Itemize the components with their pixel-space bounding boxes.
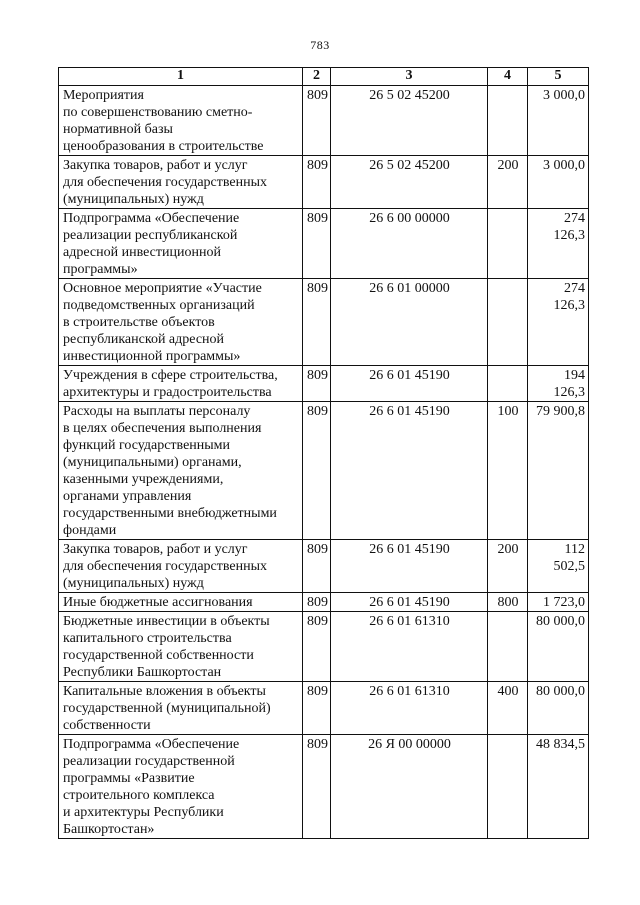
row-name-cell: Основное мероприятие «Участие подведомственных организаций в строительстве объектов республиканской адресной инвестиционной программы» [59,279,303,366]
table-row [59,86,589,156]
row-name-cell: Подпрограмма «Обеспечение реализации республиканской адресной инвестиционной программы» [59,209,303,279]
row-csr-cell: 26 6 01 45190 [331,402,488,540]
table-header-row [59,68,589,86]
row-ved-cell: 809 [303,86,331,156]
row-ved-cell: 809 [303,682,331,735]
row-sum-cell: 274 126,3 [528,279,589,366]
row-csr-cell: 26 6 00 00000 [331,209,488,279]
row-csr-cell: 26 6 01 45190 [331,366,488,402]
column-header-ved: 2 [303,68,331,86]
table-row [59,540,589,593]
row-sum-cell: 194 126,3 [528,366,589,402]
row-sum-cell: 112 502,5 [528,540,589,593]
row-name-cell: Иные бюджетные ассигнования [59,593,303,612]
row-vr-cell: 800 [488,593,528,612]
row-name-cell: Закупка товаров, работ и услуг для обеспечения государственных (муниципальных) нужд [59,540,303,593]
table-row [59,279,589,366]
row-sum-cell: 80 000,0 [528,612,589,682]
table-row [59,366,589,402]
row-vr-cell [488,735,528,839]
row-name-cell: Закупка товаров, работ и услуг для обеспечения государственных (муниципальных) нужд [59,156,303,209]
row-vr-cell [488,612,528,682]
row-csr-cell: 26 6 01 00000 [331,279,488,366]
row-sum-cell: 3 000,0 [528,156,589,209]
table-row [59,209,589,279]
column-header-name: 1 [59,68,303,86]
column-header-sum: 5 [528,68,589,86]
row-name-cell: Капитальные вложения в объекты государственной (муниципальной) собственности [59,682,303,735]
row-sum-cell: 274 126,3 [528,209,589,279]
page-number: 783 [310,38,330,52]
table-row [59,612,589,682]
row-vr-cell [488,366,528,402]
row-ved-cell: 809 [303,156,331,209]
row-ved-cell: 809 [303,279,331,366]
row-name-cell: Мероприятия по совершенствованию сметно- нормативной базы ценообразования в строительстве [59,86,303,156]
row-vr-cell: 400 [488,682,528,735]
row-ved-cell: 809 [303,612,331,682]
budget-table [58,67,589,839]
row-vr-cell: 200 [488,540,528,593]
row-csr-cell: 26 Я 00 00000 [331,735,488,839]
row-ved-cell: 809 [303,209,331,279]
row-name-cell: Бюджетные инвестиции в объекты капитального строительства государственной собственности Республики Башкортостан [59,612,303,682]
row-name-cell: Расходы на выплаты персоналу в целях обеспечения выполнения функций государственными (муниципальными) органами, казенными учреждениями, органами управления государственными внебюджетными фондами [59,402,303,540]
table-row [59,402,589,540]
row-vr-cell [488,279,528,366]
table-row [59,735,589,839]
row-sum-cell: 79 900,8 [528,402,589,540]
row-vr-cell [488,209,528,279]
row-ved-cell: 809 [303,402,331,540]
row-vr-cell: 200 [488,156,528,209]
row-vr-cell [488,86,528,156]
row-csr-cell: 26 6 01 45190 [331,593,488,612]
table-row [59,682,589,735]
row-csr-cell: 26 6 01 45190 [331,540,488,593]
row-sum-cell: 1 723,0 [528,593,589,612]
column-header-csr: 3 [331,68,488,86]
row-vr-cell: 100 [488,402,528,540]
row-csr-cell: 26 5 02 45200 [331,86,488,156]
row-sum-cell: 48 834,5 [528,735,589,839]
row-ved-cell: 809 [303,593,331,612]
row-ved-cell: 809 [303,735,331,839]
row-sum-cell: 80 000,0 [528,682,589,735]
column-header-vr: 4 [488,68,528,86]
row-name-cell: Подпрограмма «Обеспечение реализации государственной программы «Развитие строительного комплекса и архитектуры Республики Башкортостан» [59,735,303,839]
row-sum-cell: 3 000,0 [528,86,589,156]
row-ved-cell: 809 [303,540,331,593]
table-row [59,156,589,209]
row-csr-cell: 26 6 01 61310 [331,682,488,735]
row-ved-cell: 809 [303,366,331,402]
row-name-cell: Учреждения в сфере строительства, архитектуры и градостроительства [59,366,303,402]
row-csr-cell: 26 6 01 61310 [331,612,488,682]
row-csr-cell: 26 5 02 45200 [331,156,488,209]
table-row [59,593,589,612]
